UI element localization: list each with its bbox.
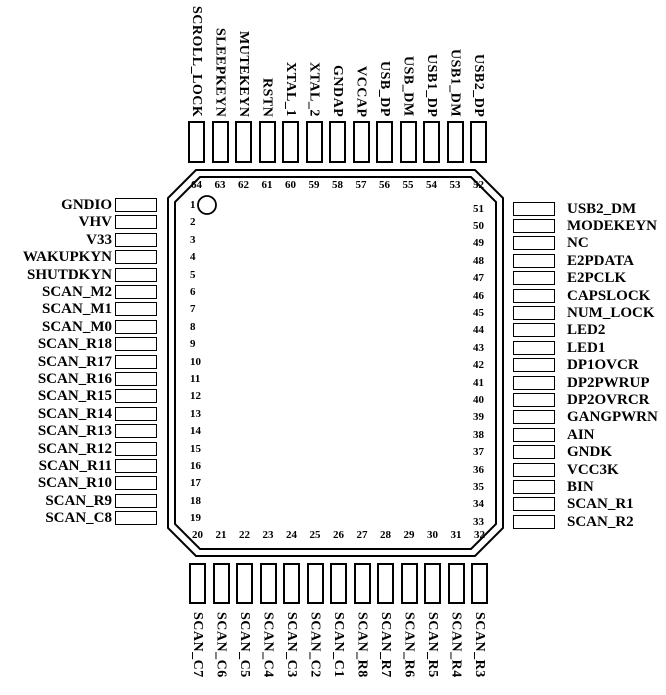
pad-pin-49 — [513, 236, 555, 250]
pin-number-52: 52 — [473, 179, 484, 191]
pin-label-12: SCAN_R15 — [37, 388, 112, 405]
pin-label-20: SCAN_C7 — [190, 612, 205, 678]
pin-label-17: SCAN_R10 — [37, 475, 112, 492]
pin-number-35: 35 — [473, 480, 484, 493]
pin-number-37: 37 — [473, 446, 484, 459]
pad-pin-33 — [513, 515, 555, 529]
pin-label-45: NUM_LOCK — [567, 304, 655, 321]
pad-pin-15 — [115, 442, 157, 456]
pad-pin-48 — [513, 254, 555, 268]
pin-number-45: 45 — [473, 306, 484, 319]
pad-pin-21 — [213, 563, 230, 604]
pin-number-41: 41 — [473, 376, 484, 389]
pin-number-20: 20 — [192, 529, 203, 541]
pad-pin-4 — [115, 250, 157, 264]
pin-label-24: SCAN_C3 — [284, 612, 299, 678]
pin-number-25: 25 — [309, 529, 321, 541]
pin-number-19: 19 — [190, 512, 201, 525]
pin-label-7: SCAN_M1 — [42, 301, 112, 318]
pin-label-9: SCAN_R18 — [37, 336, 112, 353]
pin-number-36: 36 — [473, 463, 484, 476]
pin-label-64: SCROLL_LOCK — [189, 5, 204, 117]
pin-number-26: 26 — [333, 529, 344, 541]
pad-pin-50 — [513, 219, 555, 233]
pin-label-25: SCAN_C2 — [307, 612, 323, 678]
pin-label-54: USB1_DP — [424, 53, 439, 117]
pad-pin-6 — [115, 285, 157, 299]
pin-number-17: 17 — [190, 477, 201, 490]
pin-label-33: SCAN_R2 — [567, 513, 634, 530]
pin-number-61: 61 — [261, 179, 273, 191]
pin-label-30: SCAN_R5 — [425, 612, 440, 678]
pin-number-32: 32 — [474, 529, 485, 541]
pad-pin-55 — [400, 121, 417, 163]
pad-pin-13 — [115, 407, 157, 421]
pin-label-26: SCAN_C1 — [331, 612, 346, 678]
pin-number-5: 5 — [190, 268, 196, 281]
pad-pin-18 — [115, 494, 157, 508]
pin-number-55: 55 — [402, 179, 414, 191]
pad-pin-16 — [115, 459, 157, 473]
pin-number-30: 30 — [427, 529, 438, 541]
pin-label-47: E2PCLK — [567, 270, 627, 287]
pin-number-33: 33 — [473, 515, 484, 528]
pin-label-2: VHV — [78, 214, 112, 231]
pin-number-64: 64 — [191, 179, 202, 191]
pad-pin-27 — [354, 563, 371, 604]
pin-number-6: 6 — [190, 286, 196, 298]
pin-number-29: 29 — [403, 529, 415, 541]
chip-outline-outer — [168, 170, 503, 556]
pad-pin-46 — [513, 289, 555, 303]
pin-label-8: SCAN_M0 — [42, 318, 112, 335]
pad-pin-47 — [513, 271, 555, 285]
pin-label-61: RSTN — [259, 77, 275, 117]
pin-number-47: 47 — [473, 272, 484, 285]
pad-pin-29 — [401, 563, 418, 604]
pin-number-18: 18 — [190, 494, 201, 507]
pin-number-54: 54 — [426, 179, 437, 191]
pin-label-10: SCAN_R17 — [37, 353, 112, 370]
pin-label-52: USB2_DP — [471, 53, 486, 117]
chip-outline-inner — [175, 177, 496, 549]
pin-label-40: DP2OVRCR — [567, 391, 650, 408]
pad-pin-9 — [115, 337, 157, 351]
pin-label-34: SCAN_R1 — [567, 496, 634, 513]
pad-pin-44 — [513, 323, 555, 337]
pin-number-43: 43 — [473, 341, 484, 354]
pin-number-24: 24 — [286, 529, 297, 541]
pad-pin-22 — [236, 563, 253, 604]
pad-pin-41 — [513, 376, 555, 390]
pin-label-5: SHUTDKYN — [26, 266, 112, 283]
pin-label-46: CAPSLOCK — [567, 287, 651, 304]
pin-label-55: USB_DM — [400, 56, 416, 117]
pin-number-44: 44 — [473, 324, 484, 337]
pin-number-48: 48 — [473, 254, 484, 267]
pin-label-23: SCAN_C4 — [260, 612, 276, 678]
pin-number-49: 49 — [473, 237, 484, 250]
pad-pin-43 — [513, 341, 555, 355]
pad-pin-26 — [330, 563, 347, 604]
pin-label-22: SCAN_C5 — [237, 612, 252, 678]
pin-label-53: USB1_DM — [447, 48, 463, 117]
pin-number-2: 2 — [190, 216, 196, 229]
pin-number-42: 42 — [473, 359, 484, 372]
pin-label-29: SCAN_R6 — [401, 612, 417, 678]
pin-label-21: SCAN_C6 — [213, 612, 229, 678]
pin-label-35: BIN — [567, 478, 594, 495]
pin-label-63: SLEEPKEYN — [212, 27, 228, 117]
pad-pin-37 — [513, 445, 555, 459]
pin-label-62: MUTEKEYN — [236, 30, 251, 117]
pin-number-13: 13 — [190, 407, 201, 420]
pin-number-14: 14 — [190, 425, 201, 438]
pin-number-60: 60 — [285, 179, 296, 191]
pin-number-31: 31 — [450, 529, 462, 541]
pin-label-13: SCAN_R14 — [37, 405, 112, 422]
pad-pin-10 — [115, 355, 157, 369]
pin-number-39: 39 — [473, 411, 484, 424]
pin-label-32: SCAN_R3 — [472, 612, 487, 678]
pin-number-27: 27 — [356, 529, 368, 541]
pin-number-23: 23 — [262, 529, 274, 541]
pin-label-59: XTAL_2 — [306, 62, 322, 117]
pin-number-46: 46 — [473, 289, 484, 302]
pad-pin-34 — [513, 497, 555, 511]
pin-number-12: 12 — [190, 390, 201, 403]
pad-pin-19 — [115, 511, 157, 525]
pad-pin-3 — [115, 233, 157, 247]
pin-label-4: WAKUPKYN — [22, 249, 112, 266]
pad-pin-36 — [513, 463, 555, 477]
pin-label-14: SCAN_R13 — [37, 423, 112, 440]
pin-label-38: AIN — [567, 426, 595, 443]
pin-label-49: NC — [567, 235, 589, 252]
pin-number-28: 28 — [380, 529, 391, 541]
pin-label-15: SCAN_R12 — [37, 440, 112, 457]
pin-number-53: 53 — [449, 179, 461, 191]
pad-pin-35 — [513, 480, 555, 494]
pin-label-16: SCAN_R11 — [38, 458, 112, 474]
pin-label-42: DP1OVCR — [567, 357, 639, 374]
pin-label-39: GANGPWRN — [567, 409, 658, 426]
pad-pin-62 — [235, 121, 252, 163]
pad-pin-39 — [513, 410, 555, 424]
pin-number-16: 16 — [190, 460, 201, 472]
pin-label-6: SCAN_M2 — [42, 284, 112, 300]
pin-label-27: SCAN_R8 — [354, 612, 370, 678]
pin-number-50: 50 — [473, 219, 484, 232]
pin-label-28: SCAN_R7 — [378, 612, 393, 678]
pin-number-10: 10 — [190, 355, 201, 368]
pin-label-50: MODEKEYN — [567, 217, 657, 234]
pin-number-1: 1 — [190, 199, 196, 211]
pin-label-56: USB_DP — [377, 61, 392, 117]
pad-pin-24 — [283, 563, 300, 604]
pin-number-63: 63 — [214, 179, 226, 191]
pin-number-7: 7 — [190, 303, 196, 316]
pin-number-56: 56 — [379, 179, 390, 191]
pad-pin-25 — [307, 563, 324, 604]
pad-pin-14 — [115, 424, 157, 438]
pin-number-21: 21 — [215, 529, 227, 541]
pad-pin-61 — [259, 121, 276, 163]
pad-pin-8 — [115, 320, 157, 334]
pin-label-41: DP2PWRUP — [567, 374, 650, 391]
pin-label-57: VCCAP — [353, 65, 369, 117]
pin-number-57: 57 — [355, 179, 367, 191]
pin-label-58: GNDAP — [330, 64, 345, 117]
pad-pin-30 — [424, 563, 441, 604]
pin-number-62: 62 — [238, 179, 249, 191]
pin-label-3: V33 — [86, 231, 112, 248]
pin-number-8: 8 — [190, 320, 196, 333]
pin-number-59: 59 — [308, 179, 320, 191]
pad-pin-54 — [423, 121, 440, 163]
pad-pin-32 — [471, 563, 488, 604]
pin-number-34: 34 — [473, 498, 484, 511]
pad-pin-56 — [376, 121, 393, 163]
pad-pin-23 — [260, 563, 277, 604]
pin-label-1: GNDIO — [61, 197, 112, 213]
pin-label-31: SCAN_R4 — [448, 612, 464, 678]
pad-pin-63 — [212, 121, 229, 163]
pad-pin-7 — [115, 302, 157, 316]
pad-pin-40 — [513, 393, 555, 407]
pad-pin-20 — [189, 563, 206, 604]
pad-pin-42 — [513, 358, 555, 372]
pad-pin-52 — [470, 121, 487, 163]
pad-pin-60 — [282, 121, 299, 163]
pad-pin-58 — [329, 121, 346, 163]
pin-label-51: USB2_DM — [567, 200, 637, 217]
pad-pin-45 — [513, 306, 555, 320]
pin-number-3: 3 — [190, 233, 196, 246]
pin-label-37: GNDK — [567, 444, 612, 461]
pad-pin-51 — [513, 202, 555, 216]
pin-number-9: 9 — [190, 338, 196, 351]
pad-pin-53 — [447, 121, 464, 163]
pad-pin-64 — [188, 121, 205, 163]
pin-label-36: VCC3K — [567, 461, 619, 478]
pin-number-4: 4 — [190, 251, 196, 264]
pin-number-40: 40 — [473, 393, 484, 406]
pin-number-38: 38 — [473, 428, 484, 441]
pin-number-58: 58 — [332, 179, 343, 191]
pin-label-11: SCAN_R16 — [37, 371, 112, 387]
pin-number-51: 51 — [473, 202, 484, 215]
pad-pin-38 — [513, 428, 555, 442]
pad-pin-2 — [115, 215, 157, 229]
pad-pin-1 — [115, 198, 157, 212]
pin-label-44: LED2 — [567, 322, 606, 339]
pad-pin-59 — [306, 121, 323, 163]
pin-label-43: LED1 — [567, 339, 606, 356]
pad-pin-17 — [115, 476, 157, 490]
pad-pin-12 — [115, 389, 157, 403]
pin-label-48: E2PDATA — [567, 252, 634, 269]
pad-pin-11 — [115, 372, 157, 386]
pin-label-18: SCAN_R9 — [45, 492, 112, 509]
pin-label-60: XTAL_1 — [283, 62, 298, 117]
pin-number-22: 22 — [239, 529, 250, 541]
pad-pin-5 — [115, 268, 157, 282]
pin-number-15: 15 — [190, 442, 201, 455]
pin-label-19: SCAN_C8 — [45, 510, 112, 527]
pad-pin-57 — [353, 121, 370, 163]
pad-pin-31 — [448, 563, 465, 604]
pad-pin-28 — [377, 563, 394, 604]
pin-number-11: 11 — [190, 373, 201, 385]
